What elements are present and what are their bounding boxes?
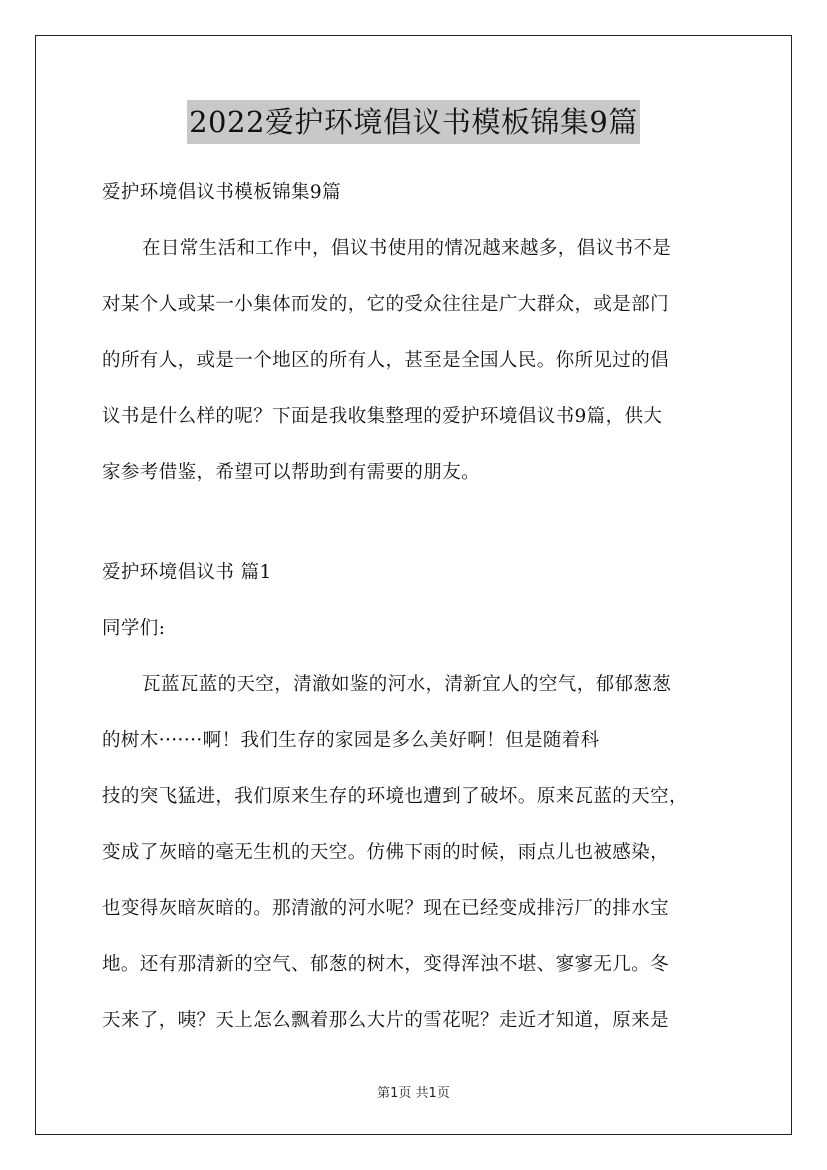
body-line-4: 变成了灰暗的毫无生机的天空。仿佛下雨的时候，雨点儿也被感染， (102, 842, 670, 863)
page-footer (0, 1082, 827, 1101)
body-line-2: 的树木·······啊！我们生存的家园是多么美好啊！但是随着科 (102, 730, 600, 751)
body-line-7: 天来了，咦？天上怎么飘着那么大片的雪花呢？走近才知道，原来是 (102, 1010, 670, 1031)
section-heading: 爱护环境倡议书 篇1 (102, 562, 272, 583)
body-line-3: 技的突飞猛进，我们原来生存的环境也遭到了破坏。原来瓦蓝的天空， (102, 786, 688, 807)
body-line-6: 地。还有那清新的空气、郁葱的树木，变得浑浊不堪、寥寥无几。冬 (102, 954, 670, 975)
intro-line-2: 对某个人或某一小集体而发的，它的受众往往是广大群众，或是部门 (102, 294, 670, 315)
body-line-1: 瓦蓝瓦蓝的天空，清澈如鉴的河水，清新宜人的空气，郁郁葱葱 (142, 674, 672, 695)
body-line-5: 也变得灰暗灰暗的。那清澈的河水呢？现在已经变成排污厂的排水宝 (102, 898, 670, 919)
intro-line-3: 的所有人，或是一个地区的所有人，甚至是全国人民。你所见过的倡 (102, 350, 670, 371)
document-subtitle: 爱护环境倡议书模板锦集9篇 (102, 182, 341, 203)
intro-line-5: 家参考借鉴，希望可以帮助到有需要的朋友。 (102, 462, 481, 483)
intro-line-1: 在日常生活和工作中，倡议书使用的情况越来越多，倡议书不是 (142, 238, 672, 259)
title-container (0, 100, 827, 144)
greeting: 同学们: (102, 618, 166, 639)
document-title[interactable]: 2022爱护环境倡议书模板锦集9篇 (187, 100, 640, 144)
intro-line-4: 议书是什么样的呢？下面是我收集整理的爱护环境倡议书9篇，供大 (102, 406, 663, 427)
page-number-label: 第1页 共1页 (377, 1086, 450, 1101)
